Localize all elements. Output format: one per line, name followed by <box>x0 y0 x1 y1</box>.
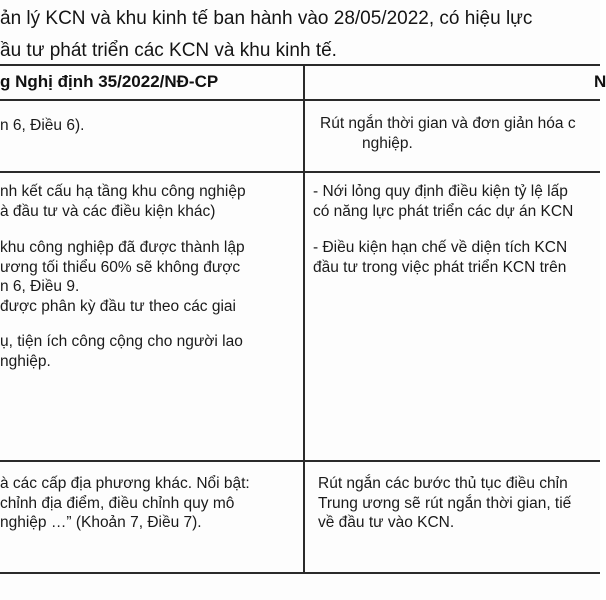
cell-text-line: đầu tư trong việc phát triển KCN trên <box>313 258 567 276</box>
table-header-right: N <box>594 72 606 91</box>
intro-text-line-1: ản lý KCN và khu kinh tế ban hành vào 28/05/2022, có hiệu lực <box>0 8 533 29</box>
cell-text-line: à các cấp địa phương khác. Nổi bật: <box>0 475 250 492</box>
table-top-border <box>0 64 600 66</box>
cell-text-line: Trung ương sẽ rút ngắn thời gian, tiế <box>318 494 572 512</box>
cell-text-line: được phân kỳ đầu tư theo các giai <box>0 297 236 315</box>
cell-text-line: nghiệp …” (Khoản 7, Điều 7). <box>0 514 202 531</box>
cell-text-line: n 6, Điều 9. <box>0 278 80 295</box>
table-header-left: g Nghị định 35/2022/NĐ-CP <box>0 72 219 91</box>
table-row-2-divider <box>0 460 600 462</box>
cell-text-line: Rút ngắn các bước thủ tục điều chỉn <box>318 475 568 492</box>
cell-text-line: ương tối thiểu 60% sẽ không được <box>0 258 241 276</box>
table-row-1-left-cell <box>0 116 300 136</box>
cell-text-line: chỉnh địa điểm, điều chỉnh quy mô <box>0 494 235 512</box>
table-column-divider <box>303 64 305 574</box>
cell-text-line: ụ, tiện ích công cộng cho người lao <box>0 333 243 350</box>
table-header-divider <box>0 99 600 101</box>
table-row-3-right-cell <box>318 474 600 533</box>
cell-text-line: có năng lực phát triển các dự án KCN <box>313 202 574 220</box>
cell-text-line: nh kết cấu hạ tầng khu công nghiệp <box>0 183 246 200</box>
table-row-2-left-cell <box>0 182 300 371</box>
table-row-3-left-cell <box>0 474 300 533</box>
table-row-1-right-cell <box>320 114 600 153</box>
cell-text-line: à đầu tư và các điều kiện khác) <box>0 202 216 220</box>
cell-text-line: khu công nghiệp đã được thành lập <box>0 239 245 256</box>
cell-text-line: nghiệp. <box>0 352 51 370</box>
cell-text-line: - Nới lỏng quy định điều kiện tỷ lệ lấp <box>313 183 568 200</box>
cell-text-line <box>313 221 600 238</box>
cell-text-line <box>0 316 300 332</box>
intro-text-line-2: ầu tư phát triển các KCN và khu kinh tế. <box>0 40 337 61</box>
cell-text-line: về đầu tư vào KCN. <box>318 514 455 531</box>
table-row-2-right-cell <box>313 182 600 277</box>
cell-text-line: nghiệp. <box>362 134 413 152</box>
cell-text-line <box>0 221 300 238</box>
cell-text-line: Rút ngắn thời gian và đơn giản hóa c <box>320 115 576 132</box>
cell-text-line: - Điều kiện hạn chế về diện tích KCN <box>313 239 568 256</box>
table-bottom-border <box>0 572 600 574</box>
cell-text-line: n 6, Điều 6). <box>0 117 85 134</box>
table-row-1-divider <box>0 171 600 173</box>
